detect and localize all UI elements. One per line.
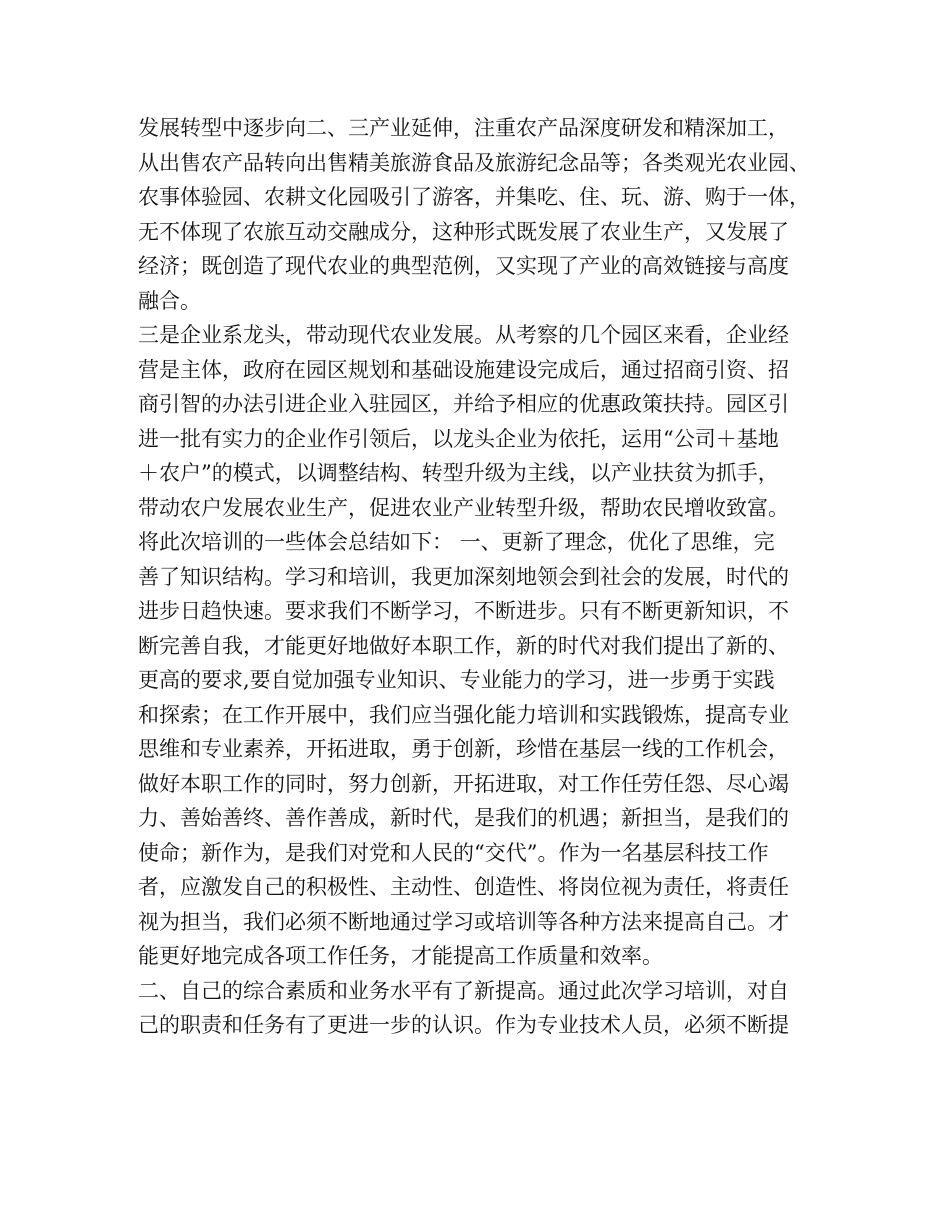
text-line: 己的职责和任务有了更进一步的认识。作为专业技术人员，必须不断提 [138, 1013, 789, 1037]
text-line: 力、善始善终、善作善成，新时代，是我们的机遇；新担当，是我们的 [138, 806, 789, 830]
text-line: 思维和专业素养，开拓进取，勇于创新，珍惜在基层一线的工作机会， [138, 737, 789, 761]
text-line: 二、自己的综合素质和业务水平有了新提高。通过此次学习培训，对自 [138, 978, 789, 1003]
text-line: 将此次培训的一些体会总结如下： 一、更新了理念，优化了思维，完 [138, 530, 775, 554]
text-line: 能更好地完成各项工作任务，才能提高工作质量和效率。 [138, 944, 663, 968]
text-line: 从出售农产品转向出售精美旅游食品及旅游纪念品等；各类观光农业园、 [138, 150, 810, 175]
text-line: 商引智的办法引进企业入驻园区，并给予相应的优惠政策扶持。园区引 [138, 392, 789, 416]
text-line: 使命；新作为，是我们对党和人民的“交代”。作为一名基层科技工作 [138, 840, 769, 865]
text-line: 带动农户发展农业生产，促进农业产业转型升级，帮助农民增收致富。 [138, 495, 789, 520]
text-line: 和探索；在工作开展中，我们应当强化能力培训和实践锻炼，提高专业 [138, 702, 789, 727]
text-line: 农事体验园、农耕文化园吸引了游客，并集吃、住、玩、游、购于一体， [138, 185, 810, 209]
text-line: 融合。 [138, 288, 201, 313]
text-line: 更高的要求,要自觉加强专业知识、专业能力的学习，进一步勇于实践 [138, 668, 775, 692]
text-line: 三是企业系龙头，带动现代农业发展。从考察的几个园区来看，企业经 [138, 323, 789, 347]
text-line: 经济；既创造了现代农业的典型范例，又实现了产业的高效链接与高度 [138, 254, 789, 278]
document-body [138, 111, 838, 1043]
text-line: 进步日趋快速。要求我们不断学习，不断进步。只有不断更新知识，不 [138, 599, 789, 623]
text-line: 发展转型中逐步向二、三产业延伸，注重农产品深度研发和精深加工， [138, 116, 789, 140]
text-line: 视为担当，我们必须不断地通过学习或培训等各种方法来提高自己。才 [138, 909, 789, 934]
text-line: 无不体现了农旅互动交融成分，这种形式既发展了农业生产，又发展了 [138, 219, 789, 244]
text-line: 营是主体，政府在园区规划和基础设施建设完成后，通过招商引资、招 [138, 357, 789, 382]
text-line: 进一批有实力的企业作引领后，以龙头企业为依托，运用“公司＋基地 [138, 426, 779, 451]
text-line: 做好本职工作的同时，努力创新，开拓进取，对工作任劳任怨、尽心竭 [138, 771, 789, 796]
text-line: ＋农户”的模式，以调整结构、转型升级为主线，以产业扶贫为抓手， [138, 461, 779, 485]
text-line: 者，应激发自己的积极性、主动性、创造性、将岗位视为责任，将责任 [138, 875, 789, 899]
text-line: 善了知识结构。学习和培训，我更加深刻地领会到社会的发展，时代的 [138, 564, 789, 589]
text-line: 断完善自我，才能更好地做好本职工作，新的时代对我们提出了新的、 [138, 633, 789, 658]
